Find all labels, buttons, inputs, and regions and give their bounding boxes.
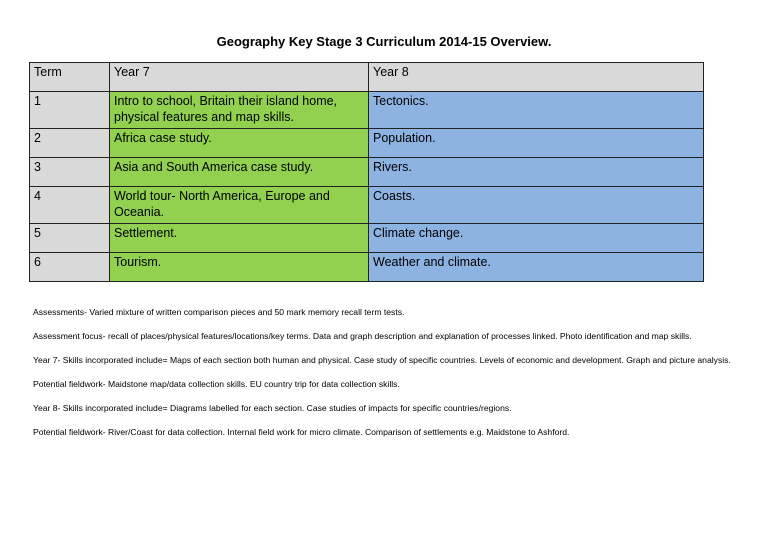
year7-cell: Intro to school, Britain their island home, physical features and map skills. [110, 92, 369, 129]
notes-section [33, 305, 733, 449]
table-row [30, 187, 704, 224]
header-year7: Year 7 [110, 63, 369, 92]
document-title: Geography Key Stage 3 Curriculum 2014-15 Overview. [216, 34, 552, 49]
year7-cell: Tourism. [110, 253, 369, 282]
header-year8: Year 8 [369, 63, 704, 92]
table-row [30, 92, 704, 129]
table-row [30, 253, 704, 282]
year7-cell: World tour- North America, Europe and Oceania. [110, 187, 369, 224]
curriculum-table [29, 62, 704, 282]
note-year7-skills: Year 7- Skills incorporated include= Maps of each section both human and physical. Case study of specific countries. Levels of economic and development. Graph and picture analysis. [33, 355, 731, 365]
year8-cell: Coasts. [369, 187, 704, 224]
year8-cell: Tectonics. [369, 92, 704, 129]
table-row [30, 129, 704, 158]
year8-cell: Climate change. [369, 224, 704, 253]
note-assessment-focus: Assessment focus- recall of places/physical features/locations/key terms. Data and graph description and explanation of processes linked. Photo identification and map skills. [33, 331, 692, 341]
term-cell: 6 [30, 253, 110, 282]
table-row [30, 158, 704, 187]
term-cell: 2 [30, 129, 110, 158]
term-cell: 5 [30, 224, 110, 253]
year7-cell: Africa case study. [110, 129, 369, 158]
table-row [30, 224, 704, 253]
term-cell: 3 [30, 158, 110, 187]
note-assessments: Assessments- Varied mixture of written comparison pieces and 50 mark memory recall term tests. [33, 307, 405, 317]
year8-cell: Rivers. [369, 158, 704, 187]
note-fieldwork-year8: Potential fieldwork- River/Coast for data collection. Internal field work for micro climate. Comparison of settlements e.g. Maidstone to Ashford. [33, 427, 570, 437]
table-header-row [30, 63, 704, 92]
note-fieldwork-year7: Potential fieldwork- Maidstone map/data collection skills. EU country trip for data collection skills. [33, 379, 400, 389]
year8-cell: Weather and climate. [369, 253, 704, 282]
year8-cell: Population. [369, 129, 704, 158]
term-cell: 1 [30, 92, 110, 129]
year7-cell: Asia and South America case study. [110, 158, 369, 187]
term-cell: 4 [30, 187, 110, 224]
note-year8-skills: Year 8- Skills incorporated include= Diagrams labelled for each section. Case studies of impacts for specific countries/regions. [33, 403, 512, 413]
year7-cell: Settlement. [110, 224, 369, 253]
header-term: Term [30, 63, 110, 92]
